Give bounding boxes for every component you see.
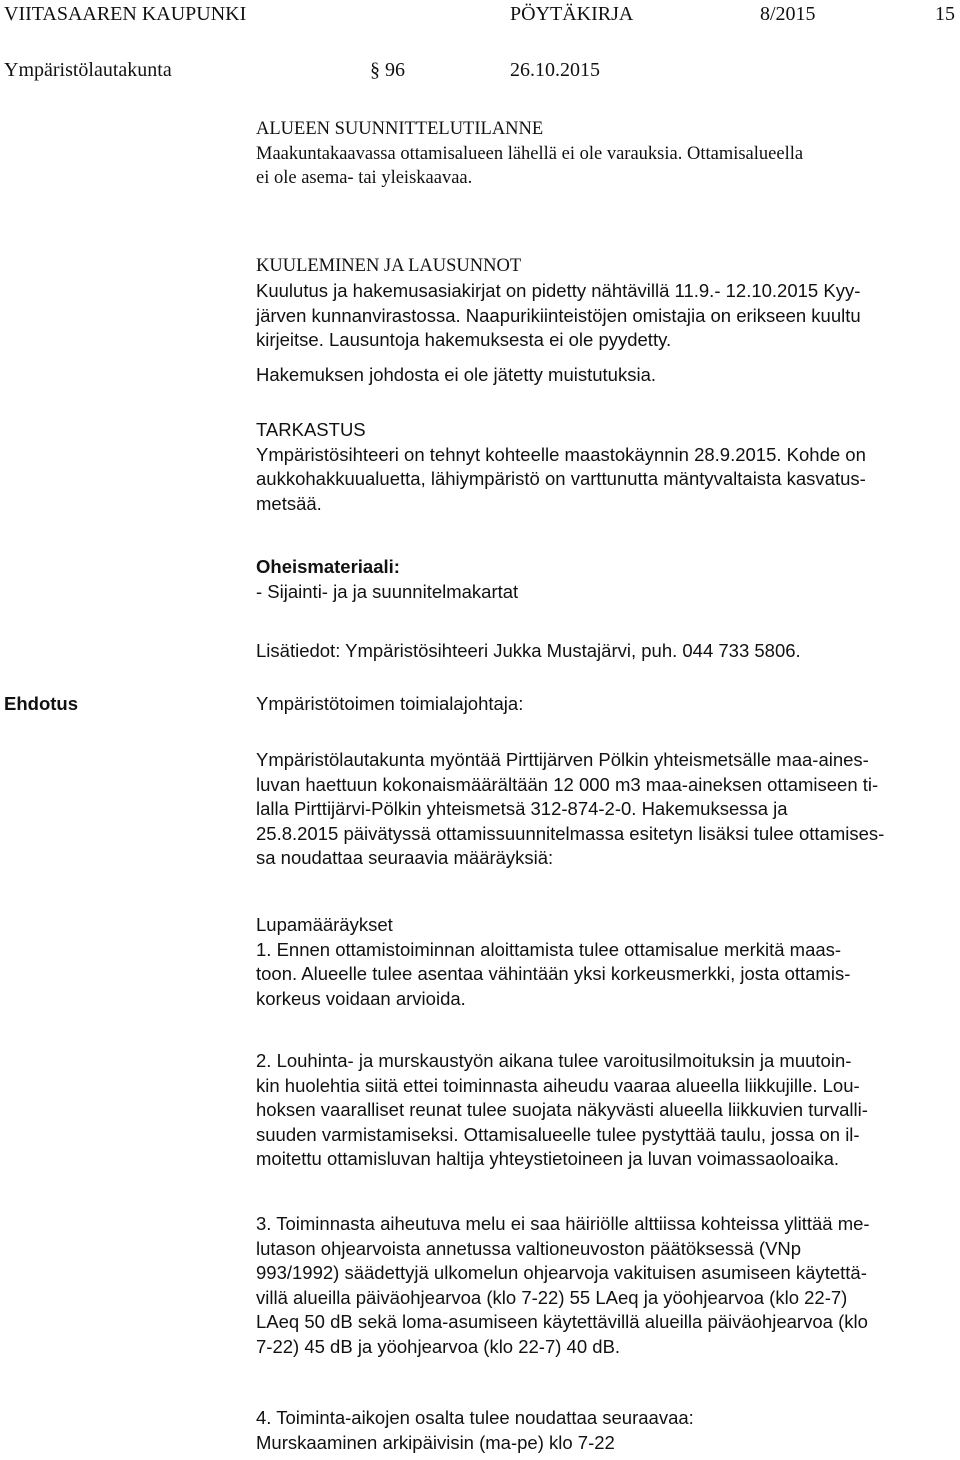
text-line: Lisätiedot: Ympäristösihteeri Jukka Mustajärvi, puh. 044 733 5806. xyxy=(256,640,801,661)
text-line: luvan haettuun kokonaismäärältään 12 000 m3 maa-aineksen ottamiseen ti- xyxy=(256,773,879,795)
condition-3 xyxy=(256,1212,956,1359)
text-line: LAeq 50 dB sekä loma-asumiseen käytettävillä alueilla päiväohjearvoa (klo xyxy=(256,1311,868,1332)
text-line: Ympäristösihteeri on tehnyt kohteelle maastokäynnin 28.9.2015. Kohde on xyxy=(256,443,866,465)
text-line: sa noudattaa seuraavia määräyksiä: xyxy=(256,847,554,868)
more-info xyxy=(256,639,956,664)
text-line: moitettu ottamisluvan haltija yhteystietoineen ja luvan voimassaoloaika. xyxy=(256,1148,840,1169)
text-line: Kuulutus ja hakemusasiakirjat on pidetty nähtävillä 11.9.- 12.10.2015 Kyy- xyxy=(256,280,861,301)
section-heading: KUULEMINEN JA LAUSUNNOT xyxy=(256,256,522,276)
text-line: toon. Alueelle tulee asentaa vähintään yksi korkeusmerkki, josta ottamis- xyxy=(256,963,851,984)
remarks-text xyxy=(256,363,956,388)
section-heading: ALUEEN SUUNNITTELUTILANNE xyxy=(256,119,544,139)
inspection-section xyxy=(256,418,956,516)
text-line: 993/1992) säädettyjä ulkomelun ohjearvoja vakituisen asumiseen käytettä- xyxy=(256,1262,867,1283)
section-number: § 96 xyxy=(370,59,405,81)
text-line: metsää. xyxy=(256,492,322,514)
text-line: korkeus voidaan arvioida. xyxy=(256,987,466,1009)
meeting-date: 26.10.2015 xyxy=(510,59,600,81)
document-type: PÖYTÄKIRJA xyxy=(510,3,634,25)
text-line: villä alueilla päiväohjearvoa (klo 7-22) 55 LAeq ja yöohjearvoa (klo 22-7) xyxy=(256,1286,848,1308)
text-line: järven kunnanvirastossa. Naapurikiinteistöjen omistajia on erikseen kuultu xyxy=(256,304,861,326)
text-line: Ympäristölautakunta myöntää Pirttijärven Pölkin yhteismetsälle maa-aines- xyxy=(256,749,869,770)
attachment-item: - Sijainti- ja ja suunnitelmakartat xyxy=(256,580,519,602)
text-line: suuden varmistamiseksi. Ottamisalueelle tulee pystyttää taulu, jossa on il- xyxy=(256,1123,860,1145)
text-line: aukkohakkuualuetta, lähiympäristö on varttunutta mäntyvaltaista kasvatus- xyxy=(256,468,866,489)
text-line: Maakuntakaavassa ottamisalueen lähellä ei ole varauksia. Ottamisalueella xyxy=(256,143,804,164)
text-line: kirjeitse. Lausuntoja hakemuksesta ei ole pyydetty. xyxy=(256,329,672,350)
attachments-heading: Oheismateriaali: xyxy=(256,556,400,577)
hearing-section xyxy=(256,254,956,279)
proposal-author xyxy=(256,692,956,717)
text-line: lalla Pirttijärvi-Pölkin yhteismetsä 312-874-2-0. Hakemuksessa ja xyxy=(256,798,788,819)
text-line: kin huolehtia siitä ettei toiminnasta aiheudu vaaraa alueella liikkujille. Lou- xyxy=(256,1074,860,1096)
conditions-heading: Lupamääräykset xyxy=(256,914,393,935)
text-line: 4. Toiminta-aikojen osalta tulee noudattaa seuraavaa: xyxy=(256,1407,694,1428)
text-line: 7-22) 45 dB ja yöohjearvoa (klo 22-7) 40 dB. xyxy=(256,1335,621,1357)
text-line: hoksen vaaralliset reunat tulee suojata näkyvästi alueella liikkuvien turvalli- xyxy=(256,1099,868,1120)
text-line: 1. Ennen ottamistoiminnan aloittamista tulee ottamisalue merkitä maas- xyxy=(256,938,842,960)
plan-status-section xyxy=(256,117,956,191)
text-line: Hakemuksen johdosta ei ole jätetty muistutuksia. xyxy=(256,364,657,385)
organization-name: VIITASAAREN KAUPUNKI xyxy=(4,3,247,25)
text-line: 3. Toiminnasta aiheutuva melu ei saa häiriölle alttiissa kohteissa ylittää me- xyxy=(256,1213,870,1234)
text-line: ei ole asema- tai yleiskaavaa. xyxy=(256,168,473,188)
text-line: lutason ohjearvoista annetussa valtioneuvoston päätöksessä (VNp xyxy=(256,1237,802,1259)
condition-4 xyxy=(256,1406,956,1455)
text-line: Murskaaminen arkipäivisin (ma-pe) klo 7-22 xyxy=(256,1431,615,1453)
conditions-section xyxy=(256,913,956,1011)
text-line: Ympäristötoimen toimialajohtaja: xyxy=(256,693,524,714)
section-heading: TARKASTUS xyxy=(256,419,366,440)
page-number: 15 xyxy=(935,3,955,25)
board-name: Ympäristölautakunta xyxy=(4,59,172,81)
text-line: 2. Louhinta- ja murskaustyön aikana tulee varoitusilmoituksin ja muutoin- xyxy=(256,1050,852,1071)
text-line: 25.8.2015 päivätyssä ottamissuunnitelmassa esitetyn lisäksi tulee ottamises- xyxy=(256,822,885,844)
attachments-section xyxy=(256,555,956,604)
decision-text xyxy=(256,748,956,871)
hearing-text xyxy=(256,279,956,353)
document-number: 8/2015 xyxy=(760,3,816,25)
proposal-label: Ehdotus xyxy=(4,693,78,714)
condition-2 xyxy=(256,1049,956,1172)
